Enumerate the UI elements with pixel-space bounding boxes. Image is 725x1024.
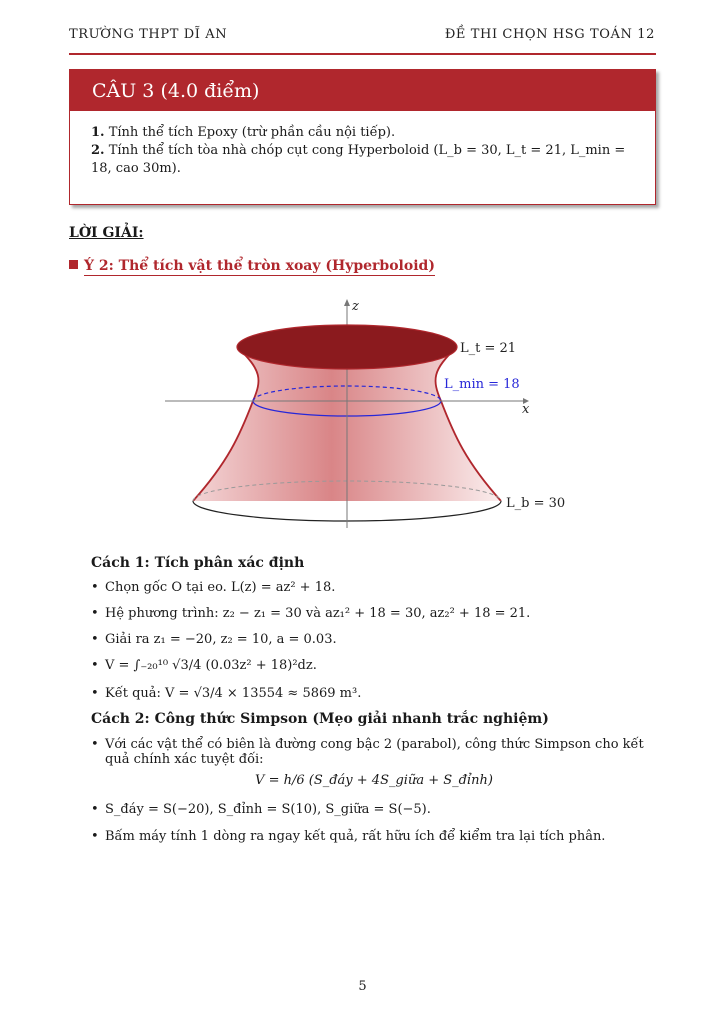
question-title: CÂU 3 (4.0 điểm): [70, 70, 655, 111]
header-school: TRƯỜNG THPT DĨ AN: [69, 27, 228, 42]
base-radius-label: L_b = 30: [506, 496, 566, 511]
method-1-title: Cách 1: Tích phân xác định: [91, 555, 305, 571]
method-1-item: • V = ∫₋₂₀¹⁰ √3/4 (0.03z² + 18)²dz.: [91, 658, 657, 673]
simpson-formula: V = h/6 (S_đáy + 4S_giữa + S_đỉnh): [255, 773, 493, 788]
method-2-list-cont: [91, 802, 657, 844]
header-divider: [69, 53, 656, 55]
method-1-item: • Hệ phương trình: z₂ − z₁ = 30 và az₁² + 18 = 30, az₂² + 18 = 21.: [91, 606, 657, 621]
top-radius-label: L_t = 21: [460, 341, 517, 356]
question-item-1: 1. Tính thể tích Epoxy (trừ phần cầu nội tiếp).: [91, 125, 396, 140]
solution-label: LỜI GIẢI:: [69, 225, 144, 241]
header-exam-title: ĐỀ THI CHỌN HSG TOÁN 12: [444, 27, 655, 42]
question-box: [69, 69, 656, 205]
z-axis-arrow-icon: [344, 299, 350, 306]
square-bullet-icon: [69, 260, 78, 269]
waist-radius-label: L_min = 18: [444, 377, 520, 392]
page-number: 5: [358, 979, 367, 994]
question-body: [70, 111, 655, 178]
section-heading: [69, 258, 435, 274]
method-2-title: Cách 2: Công thức Simpson (Mẹo giải nhanh trắc nghiệm): [91, 711, 549, 727]
solution-content: [91, 555, 657, 844]
method-1-list: [91, 580, 657, 701]
hyperboloid-figure: [0, 290, 725, 540]
method-1-item: • Kết quả: V = √3/4 × 13554 ≈ 5869 m³.: [91, 686, 657, 701]
question-item-2: 2. Tính thể tích tòa nhà chóp cụt cong Hyperboloid (L_b = 30, L_t = 21, L_min = 18, cao 30m).: [91, 143, 626, 176]
x-axis-label: x: [522, 402, 530, 417]
top-ellipse: [237, 325, 457, 369]
method-1-item: • Giải ra z₁ = −20, z₂ = 10, a = 0.03.: [91, 632, 657, 647]
method-2-item: • Bấm máy tính 1 dòng ra ngay kết quả, rất hữu ích để kiểm tra lại tích phân.: [91, 829, 657, 844]
method-1-item: • Chọn gốc O tại eo. L(z) = az² + 18.: [91, 580, 657, 595]
method-2-item: • S_đáy = S(−20), S_đỉnh = S(10), S_giữa = S(−5).: [91, 802, 657, 817]
z-axis-label: z: [352, 299, 359, 314]
section-title: Ý 2: Thể tích vật thể tròn xoay (Hyperboloid): [84, 258, 435, 274]
method-2-item: • Với các vật thể có biên là đường cong bậc 2 (parabol), công thức Simpson cho kết quả chính xác tuyệt đối:: [91, 737, 657, 767]
method-2-list: [91, 737, 657, 767]
